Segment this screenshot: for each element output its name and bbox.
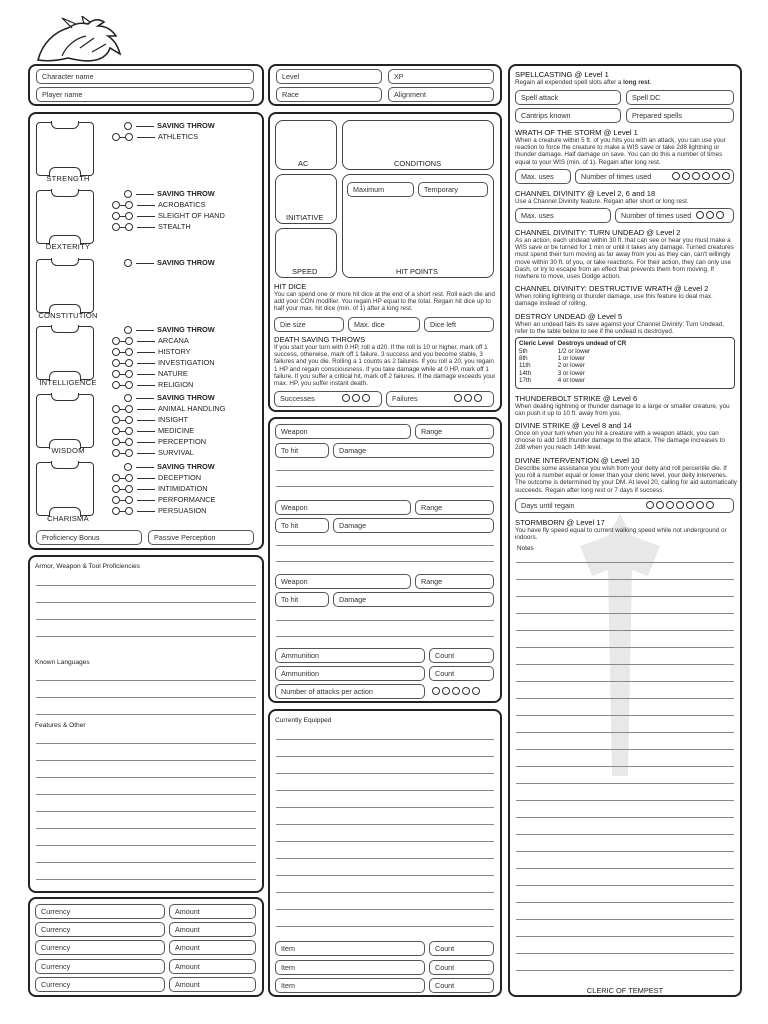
header-info-panel (268, 64, 502, 106)
wisdom-saving-throw[interactable] (118, 392, 215, 403)
spellcasting-desc: Regain all expended spell slots after a long rest. (515, 79, 652, 86)
currency-1-field[interactable]: Currency (35, 904, 165, 919)
dice-left-field[interactable]: Dice left (424, 317, 494, 332)
times-used-label: Number of times used (621, 211, 692, 220)
skill-label: SLEIGHT OF HAND (158, 211, 225, 220)
weapon-1-damage-field[interactable]: Damage (333, 443, 494, 458)
abilities-panel (28, 112, 264, 550)
charisma-label: CHARISMA (47, 514, 89, 523)
skill-athletics[interactable] (112, 131, 198, 142)
destructive-wrath-title: CHANNEL DIVINITY: DESTRUCTIVE WRATH @ Level 2 (515, 284, 709, 293)
attack-checkboxes[interactable] (430, 687, 480, 696)
channel-max-uses-field[interactable]: Max. uses (515, 208, 611, 223)
destroy-undead-desc: When an undead fails its save against your Channel Divinity: Turn Undead, refer to the table below to see if the undead is destroyed. (515, 321, 724, 336)
weapon-2-damage-field[interactable]: Damage (333, 518, 494, 533)
spell-attack-field[interactable]: Spell attack (515, 90, 621, 105)
prepared-spells-field[interactable]: Prepared spells (626, 108, 734, 123)
charisma-saving-label: SAVING THROW (157, 462, 215, 471)
item-1-field[interactable]: Item (275, 941, 425, 956)
skill-label: ANIMAL HANDLING (158, 404, 226, 413)
amount-1-field[interactable]: Amount (169, 904, 256, 919)
header-panel (28, 64, 264, 106)
stormborn-title: STORMBORN @ Level 17 (515, 518, 605, 527)
skill-animal-handling[interactable] (112, 403, 226, 414)
spellcasting-title: SPELLCASTING @ Level 1 (515, 70, 609, 79)
intelligence-label: INTELLIGENCE (39, 378, 97, 387)
skill-arcana[interactable] (112, 335, 189, 346)
strength-saving-label: SAVING THROW (157, 121, 215, 130)
languages-label: Known Languages (35, 659, 90, 666)
skill-label: MEDICINE (158, 426, 195, 435)
table-row: 5th 1/2 or lower (519, 348, 591, 355)
skill-persuasion[interactable] (112, 505, 206, 516)
ammunition-1-field[interactable]: Ammunition (275, 648, 425, 663)
currently-equipped-label: Currently Equipped (275, 717, 332, 724)
strength-score-box[interactable] (36, 122, 94, 176)
weapon-1-range-field[interactable]: Range (415, 424, 494, 439)
wrath-use-checkboxes[interactable] (670, 172, 730, 181)
xp-field[interactable]: XP (388, 69, 494, 84)
skill-label: ATHLETICS (158, 132, 199, 141)
skill-performance[interactable] (112, 494, 216, 505)
skill-religion[interactable] (112, 379, 193, 390)
success-checkboxes[interactable] (340, 394, 370, 403)
destructive-wrath-desc: When rolling lightning or thunder damage, use this feature to deal max. damage instead of rolling. (515, 293, 713, 308)
level-field[interactable]: Level (276, 69, 382, 84)
currency-5-field[interactable]: Currency (35, 977, 165, 992)
ammunition-1-count-field[interactable]: Count (429, 648, 494, 663)
proficiency-bonus-field[interactable]: Proficiency Bonus (36, 530, 142, 545)
skill-perception[interactable] (112, 436, 206, 447)
skill-stealth[interactable] (112, 221, 191, 232)
divine-intervention-desc: Describe some assistance you wish from your deity and roll percentile die. If you roll a number equal or lower than your cleric level, your deity intervenes. The outcome is determined by your DM. At level 20, calling for aid automatically succeeds. Regain after long rest or 7 days if success. (515, 465, 737, 494)
skill-sleight-of-hand[interactable] (112, 210, 225, 221)
equipment-panel (268, 709, 502, 997)
skill-label: INSIGHT (158, 415, 188, 424)
amount-5-field[interactable]: Amount (169, 977, 256, 992)
skill-label: PERCEPTION (158, 437, 207, 446)
item-1-count-field[interactable]: Count (429, 941, 494, 956)
combat-panel (268, 112, 502, 412)
item-2-count-field[interactable]: Count (429, 960, 494, 975)
channel-use-checkboxes[interactable] (694, 211, 724, 220)
table-row: 17th 4 or lower (519, 376, 585, 384)
channel-divinity-title: CHANNEL DIVINITY @ Level 2, 6 and 18 (515, 189, 656, 198)
alignment-field[interactable]: Alignment (388, 87, 494, 102)
weapon-3-field[interactable]: Weapon (275, 574, 411, 589)
divine-strike-title: DIVINE STRIKE @ Level 8 and 14 (515, 421, 632, 430)
weapon-2-range-field[interactable]: Range (415, 500, 494, 515)
currency-2-field[interactable]: Currency (35, 922, 165, 937)
skill-history[interactable] (112, 346, 191, 357)
divine-strike-desc: Once on your turn when you hit a creature with a weapon attack, you can choose to add 1d8 thunder damage to the attack. The damage increases to 2d8 when you reach 14th level. (515, 430, 725, 452)
table-row: 11th 2 or lower (519, 362, 585, 370)
strength-label: STRENGTH (46, 174, 90, 183)
wisdom-saving-label: SAVING THROW (157, 393, 215, 402)
wrath-of-storm-title: WRATH OF THE STORM @ Level 1 (515, 128, 638, 137)
character-name-field[interactable]: Character name (36, 69, 254, 84)
skill-insight[interactable] (112, 414, 188, 425)
table-row: 14th 3 or lower (519, 369, 585, 377)
player-name-field[interactable]: Player name (36, 87, 254, 102)
spell-dc-field[interactable]: Spell DC (626, 90, 734, 105)
weapon-3-range-field[interactable]: Range (415, 574, 494, 589)
die-size-field[interactable]: Die size (274, 317, 344, 332)
amount-3-field[interactable]: Amount (169, 940, 256, 955)
hit-dice-desc: You can spend one or more hit dice at the end of a short rest. Roll each die and add your CON modifier. You regain HP equal to the total. Regain hit dice up to half your max. hit dice (min. of 1) after a long rest. (274, 291, 495, 313)
skill-acrobatics[interactable] (112, 199, 206, 210)
wrath-max-uses-field[interactable]: Max. uses (515, 169, 571, 184)
ammunition-2-count-field[interactable]: Count (429, 666, 494, 681)
hp-maximum-field[interactable]: Maximum (347, 182, 414, 197)
dexterity-saving-label: SAVING THROW (157, 189, 215, 198)
wisdom-score-box[interactable] (36, 394, 94, 448)
skill-label: INVESTIGATION (158, 358, 215, 367)
proficiencies-panel (28, 555, 264, 893)
stormborn-desc: You have fly speed equal to current walking speed while not underground or indoors. (515, 527, 727, 542)
currency-panel (28, 897, 264, 997)
successes-label: Successes (280, 394, 315, 403)
thunderbolt-strike-title: THUNDERBOLT STRIKE @ Level 6 (515, 394, 638, 403)
skill-label: PERFORMANCE (158, 495, 216, 504)
amount-2-field[interactable]: Amount (169, 922, 256, 937)
skill-label: SURVIVAL (158, 448, 194, 457)
item-3-field[interactable]: Item (275, 978, 425, 993)
skill-label: NATURE (158, 369, 188, 378)
race-field[interactable]: Race (276, 87, 382, 102)
skill-label: RELIGION (158, 380, 194, 389)
speed-label: SPEED (292, 267, 318, 276)
weapon-1-to-hit-field[interactable]: To hit (275, 443, 329, 458)
death-saves-title: DEATH SAVING THROWS (274, 335, 366, 344)
dexterity-score-box[interactable] (36, 190, 94, 244)
skill-label: INTIMIDATION (158, 484, 208, 493)
skill-intimidation[interactable] (112, 483, 208, 494)
table-row: 8th 1 or lower (519, 355, 585, 363)
dexterity-label: DEXTERITY (45, 242, 91, 251)
constitution-saving-label: SAVING THROW (157, 258, 215, 267)
cantrips-known-field[interactable]: Cantrips known (515, 108, 621, 123)
proficiencies-label: Armor, Weapon & Tool Proficiencies (35, 563, 140, 570)
skill-nature[interactable] (112, 368, 188, 379)
attacks-label: Number of attacks per action (281, 687, 373, 696)
weapon-2-to-hit-field[interactable]: To hit (275, 518, 329, 533)
thunderbolt-strike-desc: When dealing lightning or thunder damage to a large or smaller creature, you can push it up to 10 ft. away from you. (515, 403, 730, 418)
max-dice-field[interactable]: Max. dice (348, 317, 420, 332)
weapon-3-damage-field[interactable]: Damage (333, 592, 494, 607)
wisdom-label: WISDOM (51, 446, 85, 455)
days-checkboxes[interactable] (644, 501, 714, 510)
hit-dice-title: HIT DICE (274, 282, 307, 291)
hp-temporary-field[interactable]: Temporary (418, 182, 488, 197)
charisma-score-box[interactable] (36, 462, 94, 516)
constitution-score-box[interactable] (36, 259, 94, 313)
channel-divinity-desc: Use a Channel Divinity feature. Regain after short or long rest. (515, 198, 689, 205)
skill-label: STEALTH (158, 222, 191, 231)
skill-investigation[interactable] (112, 357, 215, 368)
conditions-label: CONDITIONS (394, 159, 442, 168)
days-until-regain-label: Days until regain (521, 501, 575, 510)
skill-label: PERSUASION (158, 506, 207, 515)
constitution-saving-throw[interactable] (118, 257, 215, 268)
skill-label: ACROBATICS (158, 200, 206, 209)
intelligence-saving-throw[interactable] (118, 324, 215, 335)
skill-survival[interactable] (112, 447, 194, 458)
weapon-2-field[interactable]: Weapon (275, 500, 411, 515)
hammer-watermark-icon (560, 506, 680, 786)
skill-label: DECEPTION (158, 473, 202, 482)
death-saves-desc: If you start your turn with 0 HP, roll a d20. If the roll is 10 or higher, mark off 1 success, otherwise, mark off 1 failure. 3 success and you become stable, 3 failures and you die. Rolling a 1 counts as 2 failures. If you roll a 20, you regain 1 HP and regain consciousness. If you take damage while at 0 HP, mark off 1 failure. If you suffer a critical hit, mark off 2 failures. If the damage exceeds your max. HP, you suffer instant death. (274, 344, 496, 388)
failures-label: Failures (392, 394, 418, 403)
class-features-panel (508, 64, 742, 997)
attacks-per-action-field[interactable] (275, 684, 425, 699)
skill-medicine[interactable] (112, 425, 194, 436)
features-other-label: Features & Other (35, 722, 86, 729)
notes-label: Notes (517, 545, 534, 552)
weapons-panel (268, 417, 502, 703)
amount-4-field[interactable]: Amount (169, 959, 256, 974)
strength-saving-throw[interactable] (118, 120, 215, 131)
skill-label: ARCANA (158, 336, 189, 345)
failure-checkboxes[interactable] (452, 394, 482, 403)
constitution-label: CONSTITUTION (38, 311, 98, 320)
weapon-3-to-hit-field[interactable]: To hit (275, 592, 329, 607)
item-2-field[interactable]: Item (275, 960, 425, 975)
currency-4-field[interactable]: Currency (35, 959, 165, 974)
turn-undead-title: CHANNEL DIVINITY: TURN UNDEAD @ Level 2 (515, 228, 681, 237)
destroy-undead-title: DESTROY UNDEAD @ Level 5 (515, 312, 623, 321)
passive-perception-field[interactable]: Passive Perception (148, 530, 254, 545)
hit-points-label: HIT POINTS (396, 267, 438, 276)
weapon-1-field[interactable]: Weapon (275, 424, 411, 439)
charisma-saving-throw[interactable] (118, 461, 215, 472)
item-3-count-field[interactable]: Count (429, 978, 494, 993)
ammunition-2-field[interactable]: Ammunition (275, 666, 425, 681)
dragon-logo-icon (32, 16, 128, 66)
dexterity-saving-throw[interactable] (118, 188, 215, 199)
currency-3-field[interactable]: Currency (35, 940, 165, 955)
ac-label: AC (298, 159, 309, 168)
initiative-label: INITIATIVE (286, 213, 324, 222)
class-subclass-footer: CLERIC OF TEMPEST (586, 986, 664, 995)
intelligence-saving-label: SAVING THROW (157, 325, 215, 334)
intelligence-score-box[interactable] (36, 326, 94, 380)
skill-label: HISTORY (158, 347, 191, 356)
skill-deception[interactable] (112, 472, 201, 483)
wrath-of-storm-desc: When a creature within 5 ft. of you hits you with an attack, you can use your reaction to force the creature to make a WIS save or take 2d8 lightning or thunder damage. Half damage on save. You can do this a number of times equal to your WIS (min. of 1). Regain after long rest. (515, 137, 726, 166)
destroy-undead-table: Cleric Level Destroys undead of CR 5th 1/2 or lower 8th 1 or lower 11th 2 or lower 14th 3 or lower 17th 4 or lower (519, 340, 630, 384)
turn-undead-desc: As an action, each undead within 30 ft. that can see or hear you must make a WIS save or be turned for 1 min or until it takes any damage. Turned creatures must spend their turn moving as far away from you as they can, can't willingly move within 30 ft. of you, or take reactions. For their action, they can only use Dash, or try to escape from an effect that prevents them from moving. If nowhere to move, uses Dodge action. (515, 237, 734, 281)
times-used-label: Number of times used (581, 172, 652, 181)
divine-intervention-title: DIVINE INTERVENTION @ Level 10 (515, 456, 640, 465)
